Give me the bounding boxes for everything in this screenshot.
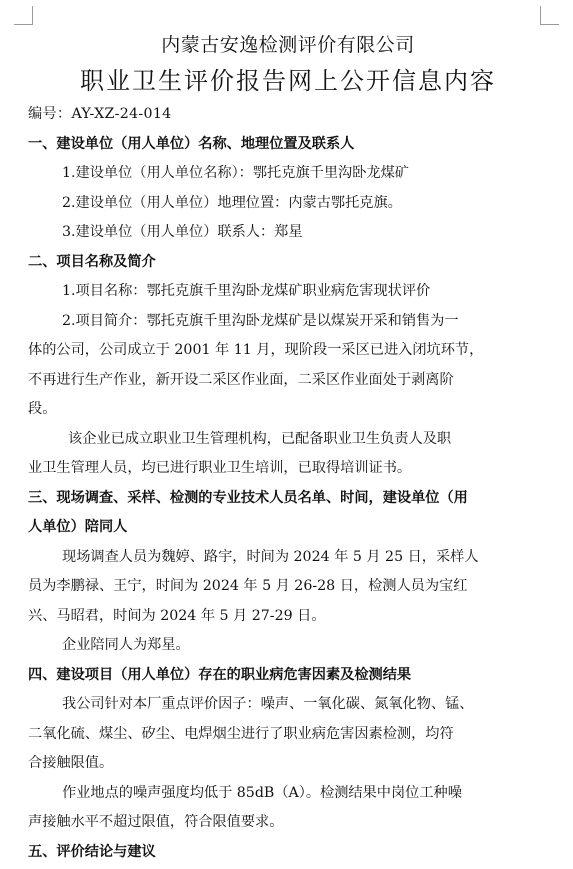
- survey-paragraph-line-1: 现场调查人员为魏婷、路宇，时间为 2024 年 5 月 25 日，采样人: [62, 548, 479, 565]
- section-5-heading: 五、评价结论与建议: [28, 843, 156, 860]
- company-name: 内蒙古安逸检测评价有限公司: [161, 34, 415, 56]
- document-body: [28, 30, 548, 867]
- noise-paragraph-line-2: 声接触水平不超过限值，符合限值要求。: [28, 814, 284, 830]
- section-1-item-3: 3.建设单位（用人单位）联系人：郑星: [62, 224, 303, 240]
- survey-paragraph-line-3: 兴、马昭君，时间为 2024 年 5 月 27-29 日。: [28, 607, 326, 624]
- management-paragraph-line-2: 业卫生管理人员，均已进行职业卫生培训，已取得培训证书。: [28, 460, 412, 476]
- document-code: 编号：AY-XZ-24-014: [28, 106, 172, 122]
- project-intro-line-2: 体的公司，公司成立于 2001 年 11 月，现阶段一采区已进入闭坑环节，: [28, 342, 484, 358]
- project-name: 1.项目名称：鄂托克旗千里沟卧龙煤矿职业病危害现状评价: [62, 283, 431, 299]
- hazard-paragraph-line-2: 二氧化硫、煤尘、矽尘、电焊烟尘进行了职业病危害因素检测，均符: [28, 725, 454, 742]
- crop-mark-top-left: [14, 6, 33, 25]
- project-intro-line-1: 2.项目简介：鄂托克旗千里沟卧龙煤矿是以煤炭开采和销售为一: [62, 312, 459, 329]
- section-4-heading: 四、建设项目（用人单位）存在的职业病危害因素及检测结果: [28, 666, 412, 683]
- accompanying-person: 企业陪同人为郑星。: [62, 637, 190, 653]
- section-1-item-2: 2.建设单位（用人单位）地理位置：内蒙古鄂托克旗。: [62, 194, 402, 211]
- project-intro-line-3: 不再进行生产作业，新开设二采区作业面，二采区作业面处于剥离阶: [28, 371, 454, 388]
- section-3-heading-line-1: 三、现场调查、采样、检测的专业技术人员名单、时间，建设单位（用: [28, 489, 468, 506]
- section-1-item-1: 1.建设单位（用人单位名称）：鄂托克旗千里沟卧龙煤矿: [62, 165, 409, 181]
- section-2-heading: 二、项目名称及简介: [28, 253, 156, 270]
- section-3-heading-line-2: 人单位）陪同人: [28, 519, 128, 535]
- project-intro-line-4: 段。: [28, 401, 57, 417]
- hazard-paragraph-line-1: 我公司针对本厂重点评价因子：噪声、一氧化碳、氮氧化物、锰、: [62, 696, 474, 712]
- management-paragraph-line-1: 该企业已成立职业卫生管理机构，已配备职业卫生负责人及职: [68, 430, 452, 447]
- document-title: 职业卫生评价报告网上公开信息内容: [80, 67, 496, 95]
- crop-mark-top-right: [540, 6, 559, 25]
- hazard-paragraph-line-3: 合接触限值。: [28, 755, 114, 771]
- section-1-heading: 一、建设单位（用人单位）名称、地理位置及联系人: [28, 135, 355, 152]
- noise-paragraph-line-1: 作业地点的噪声强度均低于 85dB（A）。检测结果中岗位工种噪: [62, 784, 462, 801]
- survey-paragraph-line-2: 员为李鹏禄、王宁，时间为 2024 年 5 月 26-28 日，检测人员为宝红: [28, 578, 468, 594]
